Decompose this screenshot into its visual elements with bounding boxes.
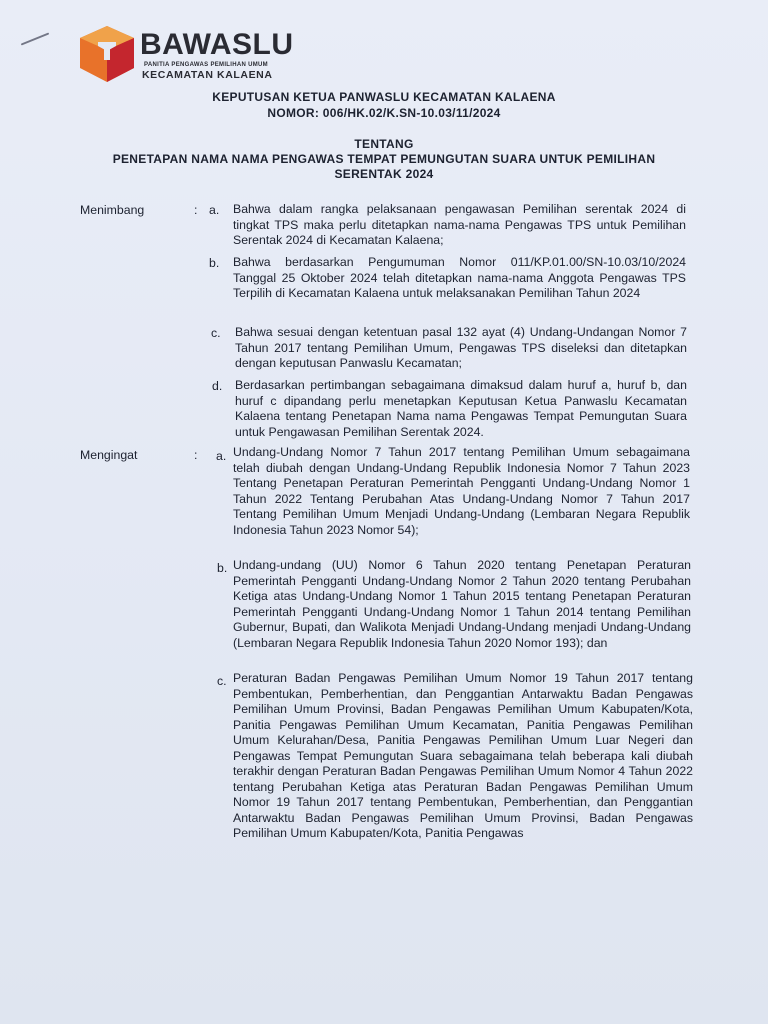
item-letter: b. [217,561,228,575]
item-letter: a. [216,449,227,463]
mengingat-colon: : [194,448,198,462]
item-letter: c. [217,674,227,688]
item-text-clip [233,671,695,849]
subject-line-2: SERENTAK 2024 [334,167,434,181]
item-letter: b. [209,256,220,270]
decree-title: KEPUTUSAN KETUA PANWASLU KECAMATAN KALAENA [212,90,556,104]
item-letter: a. [209,203,220,217]
item-text: Peraturan Badan Pengawas Pemilihan Umum Nomor 19 Tahun 2017 tentang Pembentukan, Pemberhentian, dan Penggantian Antarwaktu Badan Pengawas Pemilihan Umum Provinsi, Badan Pengawas Pemilihan Umum Kabupaten/Kota, Panitia Pengawas Pemilihan Umum Kecamatan, Panitia Pengawas Pemilihan Umum Kelurahan/Desa, Panitia Pengawas Pemilihan Umum Luar Negeri dan Pengawas Tempat Pemungutan Suara sebagaimana telah beberapa kali diubah terakhir dengan Peraturan Badan Pengawas Pemilihan Umum Nomor 4 Tahun 2022 tentang Perubahan Ketiga atas Peraturan Badan Pengawas Pemilihan Umum Nomor 19 Tahun 2017 tentang Pembentukan, Pemberhentian, dan Penggantian Antarwaktu Badan Pengawas Pemilihan Umum Provinsi, Badan Pengawas Pemilihan Umum Kabupaten/Kota, Panitia Pengawas [233,671,693,840]
pencil-mark [21,32,50,45]
item-letter: c. [211,326,221,340]
item-letter: d. [212,379,223,393]
item-text: Undang-Undang Nomor 7 Tahun 2017 tentang Pemilihan Umum sebagaimana telah diubah dengan Undang-Undang Republik Indonesia Nomor 7 Tahun 2023 Tentang Penetapan Peraturan Pemerintah Pengganti Undang-Undang Nomor 1 Tahun 2022 Tentang Perubahan Atas Undang-Undang Nomor 7 Tahun 2017 Tentang Pemilihan Umum Menjadi Undang-Undang (Lembaran Negara Republik Indonesia Tahun 2023 Nomor 54); [233,445,690,537]
bawaslu-emblem-icon [76,24,138,84]
item-text: Undang-undang (UU) Nomor 6 Tahun 2020 tentang Penetapan Peraturan Pemerintah Pengganti Undang-Undang Nomor 2 Tahun 2020 tentang Perubahan Ketiga atas Undang-Undang Nomor 1 Tahun 2015 tentang Penetapan Peraturan Pemerintah Pengganti Undang-Undang Nomor 1 Tahun 2014 tentang Pemilihan Gubernur, Bupati, dan Walikota Menjadi Undang-Undang menjadi Undang-Undang (Lembaran Negara Republik Indonesia Tahun 2020 Nomor 193); dan [233,558,691,650]
brand-district: KECAMATAN KALAENA [142,69,273,81]
menimbang-colon: : [194,203,198,217]
subject-line-1: PENETAPAN NAMA NAMA PENGAWAS TEMPAT PEMUNGUTAN SUARA UNTUK PEMILIHAN [112,152,656,166]
brand-title: BAWASLU [140,28,294,61]
item-text: Bahwa dalam rangka pelaksanaan pengawasan Pemilihan serentak 2024 di tingkat TPS maka perlu ditetapkan nama-nama Pengawas TPS untuk Pemilihan Serentak 2024 di Kecamatan Kalaena; [233,202,686,247]
tentang-label: TENTANG [354,137,414,151]
item-text: Bahwa berdasarkan Pengumuman Nomor 011/KP.01.00/SN-10.03/10/2024 Tanggal 25 Oktober 2024 telah ditetapkan nama-nama Anggota Pengawas TPS Terpilih di Kecamatan Kalaena untuk melaksanakan Pemilihan Tahun 2024 [233,255,686,300]
menimbang-label: Menimbang [80,203,145,217]
item-text: Bahwa sesuai dengan ketentuan pasal 132 ayat (4) Undang-Undangan Nomor 7 Tahun 2017 tentang Pemilihan Umum, Pengawas TPS diseleksi dan ditetapkan dengan keputusan Panwaslu Kecamatan; [235,325,687,370]
item-text: Berdasarkan pertimbangan sebagaimana dimaksud dalam huruf a, huruf b, dan huruf c dipandang perlu menetapkan Keputusan Ketua Panwaslu Kecamatan Kalaena tentang Penetapan Nama nama Pengawas Tempat Pemungutan Suara untuk Pengawasan Pemilihan Serentak 2024. [235,378,687,439]
brand-subtitle: PANITIA PENGAWAS PEMILIHAN UMUM [144,62,268,68]
mengingat-label: Mengingat [80,448,138,462]
decree-number: NOMOR: 006/HK.02/K.SN-10.03/11/2024 [267,106,501,120]
